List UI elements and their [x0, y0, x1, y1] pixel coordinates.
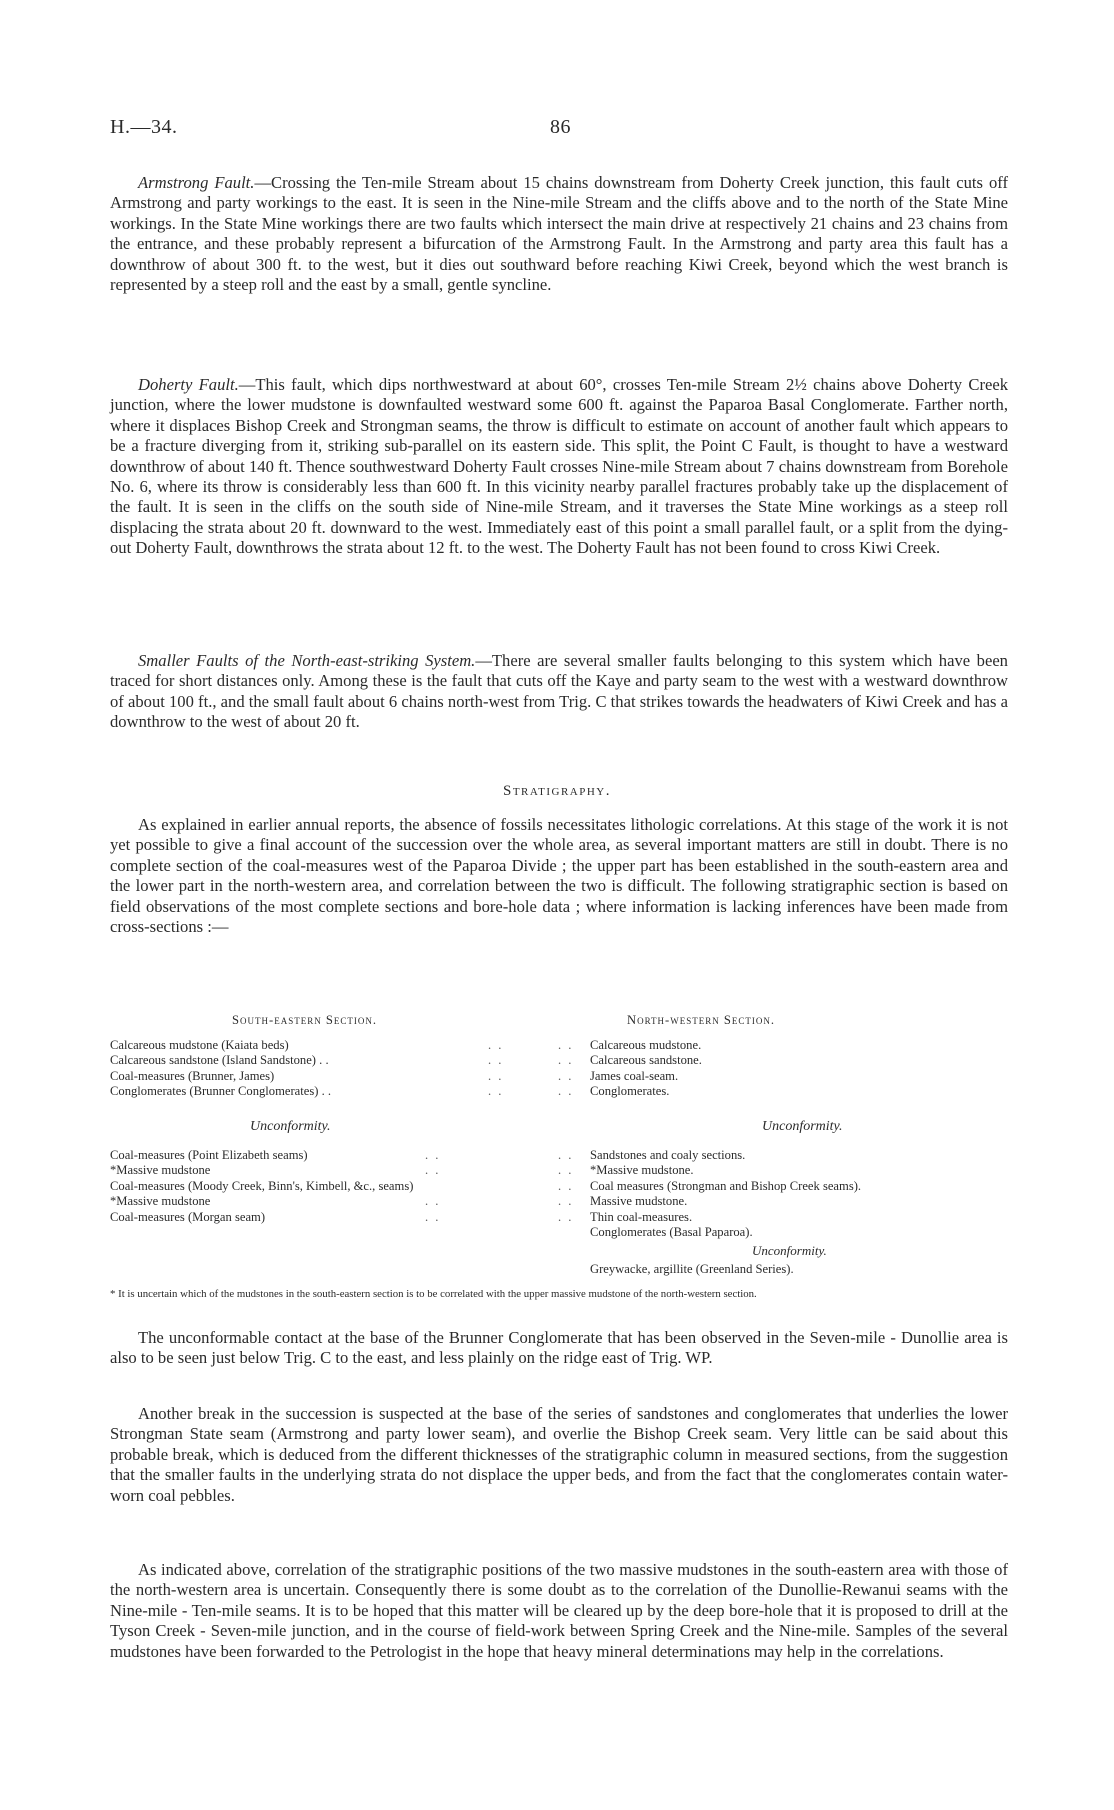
list-item: Sandstones and coaly sections.	[590, 1148, 746, 1162]
list-item: Conglomerates (Brunner Conglomerates) . .	[110, 1084, 332, 1099]
paragraph-text: —Crossing the Ten-mile Stream about 15 chains downstream from Doherty Creek junction, this fault cuts off Armstrong and party workings to the east. It is seen in the Nine-mile Stream and the cliffs above and to the north of the State Mine workings. In the State Mine workings there are two faults which intersect the main drive at respectively 21 chains and 23 chains from the entrance, and these probably represent a bifurcation of the Armstrong Fault. In the Armstrong and party area this fault has a downthrow of about 300 ft. to the west, but it dies out southward before reaching Kiwi Creek, beyond which the west branch is represented by a steep roll and the east by a small, gentle syncline.	[110, 173, 1008, 295]
se-lower-list	[110, 1148, 413, 1225]
paragraph-correlation: As indicated above, correlation of the stratigraphic positions of the two massive mudstones in the south-eastern area with those of the north-western area is uncertain. Consequently there is some doubt as to the correlation of the Dunollie-Rewanui seams with the Nine-mile - Ten-mile seams. It is to be hoped that this matter will be cleared up by the deep bore-hole that it is proposed to drill at the Tyson Creek - Seven-mile junction, and in the course of field-work between Spring Creek and the Nine-mile. Samples of the several mudstones have been forwarded to the Petrologist in the hope that heavy mineral determinations may help in the correlations.	[110, 1560, 1008, 1661]
list-item: James coal-seam.	[590, 1068, 679, 1083]
dot-leader: . .	[488, 1053, 504, 1068]
list-item: Coal-measures (Brunner, James)	[110, 1068, 275, 1083]
footnote: * It is uncertain which of the mudstones in the south-eastern section is to be correlated with the upper massive mudstone of the north-western section.	[110, 1288, 757, 1300]
paragraph-text: —This fault, which dips northwestward at about 60°, crosses Ten-mile Stream 2½ chains above Doherty Creek junction, where the lower mudstone is downfaulted westward some 600 ft. against the Paparoa Basal Conglomerate. Farther north, where it displaces Bishop Creek and Strongman seams, the throw is difficult to estimate on account of another fault which appears to be a fracture diverging from it, striking sub-parallel on its eastern side. This split, the Point C Fault, is thought to have a westward downthrow of about 140 ft. Thence southwestward Doherty Fault crosses Nine-mile Stream about 7 chains downstream from Borehole No. 6, where its throw is considerably less than 600 ft. In this vicinity nearby parallel fractures probably take up the displacement of the fault. It is seen in the cliffs on the south side of Nine-mile Stream, and it traverses the State Mine workings as a steep roll displacing the strata about 20 ft. downward to the west. Immediately east of this point a small parallel fault, or a split from the dying-out Doherty Fault, downthrows the strata about 12 ft. to the west. The Doherty Fault has not been found to cross Kiwi Creek.	[110, 375, 1008, 558]
paragraph-another-break: Another break in the succession is suspected at the base of the series of sandstones and conglomerates that underlies the lower Strongman State seam (Armstrong and party lower seam), and overlie the Bishop Creek seam. Very little can be said about this probable break, which is deduced from the different thicknesses of the stratigraphic column in measured sections, from the suggestion that the smaller faults in the underlying strata do not displace the upper beds, and from the fact that the conglomerates contain water-worn coal pebbles.	[110, 1404, 1008, 1505]
se-upper-leaders-2	[558, 1038, 573, 1100]
list-item: Calcareous mudstone.	[590, 1038, 702, 1052]
paragraph-unconformable-contact: The unconformable contact at the base of the Brunner Conglomerate that has been observed in the Seven-mile - Dunollie area is also to be seen just below Trig. C to the east, and less plainly on the ridge east of Trig. WP.	[110, 1328, 1008, 1368]
dot-leader: . .	[558, 1038, 574, 1052]
se-lower-leaders	[425, 1148, 440, 1225]
nw-unconformity: Unconformity.	[762, 1119, 843, 1134]
paragraph-armstrong-fault	[110, 173, 1008, 295]
list-item: *Massive mudstone	[110, 1194, 211, 1209]
nw-upper-list	[590, 1038, 702, 1100]
dot-leader: . .	[558, 1178, 574, 1193]
list-item: Coal measures (Strongman and Bishop Creek seams).	[590, 1178, 862, 1193]
list-item: Calcareous mudstone (Kaiata beds)	[110, 1038, 289, 1052]
se-lower-leaders-2	[558, 1148, 573, 1225]
list-item: Calcareous sandstone (Island Sandstone) . .	[110, 1053, 329, 1068]
se-unconformity: Unconformity.	[250, 1119, 331, 1134]
se-upper-list	[110, 1038, 331, 1100]
nw-lower-list	[590, 1148, 861, 1240]
se-upper-leaders	[488, 1038, 503, 1100]
paragraph-text: —There are several smaller faults belonging to this system which have been traced for short distances only. Among these is the fault that cuts off the Kaye and party seam to the west with a westward downthrow of about 100 ft., and the small fault about 6 chains north-west from Trig. C that strikes towards the headwaters of Kiwi Creek and has a downthrow to the west of about 20 ft.	[110, 651, 1008, 732]
dot-leader: . .	[488, 1068, 504, 1083]
dot-leader: . .	[425, 1194, 441, 1209]
paragraph-doherty-fault	[110, 375, 1008, 559]
list-item: Conglomerates.	[590, 1084, 670, 1099]
dot-leader: . .	[558, 1053, 574, 1068]
nw-last-item: Greywacke, argillite (Greenland Series).	[590, 1262, 794, 1276]
section-title-stratigraphy: Stratigraphy.	[503, 783, 611, 799]
dot-leader: . .	[558, 1163, 574, 1178]
nw-unconformity-2: Unconformity.	[752, 1243, 827, 1258]
list-item: Coal-measures (Point Elizabeth seams)	[110, 1148, 308, 1162]
dot-leader: . .	[425, 1148, 441, 1162]
dot-leader: . .	[558, 1209, 574, 1224]
list-item: Calcareous sandstone.	[590, 1053, 702, 1068]
dot-leader: . .	[488, 1084, 504, 1099]
dot-leader: . .	[558, 1068, 574, 1083]
nw-section-heading: North-western Section.	[627, 1013, 776, 1027]
dot-leader: . .	[425, 1163, 441, 1178]
list-item: Coal-measures (Morgan seam)	[110, 1209, 266, 1224]
dot-leader: . .	[488, 1038, 504, 1052]
report-code: H.—34.	[110, 116, 178, 138]
paragraph-stratigraphy-intro: As explained in earlier annual reports, the absence of fossils necessitates lithologic correlations. At this stage of the work it is not yet possible to give a final account of the succession over the whole area, as several important matters are still in doubt. There is no complete section of the coal-measures west of the Paparoa Divide ; the upper part has been established in the south-eastern area and the lower part in the north-western area, and correlation between the two is difficult. The following stratigraphic section is based on field observations of the most complete sections and bore-hole data ; where information is lacking inferences have been made from cross-sections :—	[110, 815, 1008, 937]
dot-leader: . .	[425, 1209, 441, 1224]
list-item: Thin coal-measures.	[590, 1209, 693, 1224]
list-item: *Massive mudstone	[110, 1163, 211, 1178]
se-section-heading: South-eastern Section.	[232, 1013, 377, 1027]
list-item: Coal-measures (Moody Creek, Binn's, Kimbell, &c., seams)	[110, 1178, 414, 1193]
list-item: Conglomerates (Basal Paparoa).	[590, 1225, 753, 1240]
paragraph-heading: Doherty Fault.	[138, 375, 239, 394]
dot-leader: . .	[558, 1194, 574, 1209]
list-item: Massive mudstone.	[590, 1194, 688, 1209]
dot-leader: . .	[558, 1084, 574, 1099]
list-item: *Massive mudstone.	[590, 1163, 694, 1178]
dot-leader: . .	[558, 1148, 574, 1162]
paragraph-smaller-faults	[110, 651, 1008, 733]
paragraph-heading: Armstrong Fault.	[138, 173, 255, 192]
page-number: 86	[550, 116, 571, 138]
paragraph-heading: Smaller Faults of the North-east-striking System.	[138, 651, 476, 670]
